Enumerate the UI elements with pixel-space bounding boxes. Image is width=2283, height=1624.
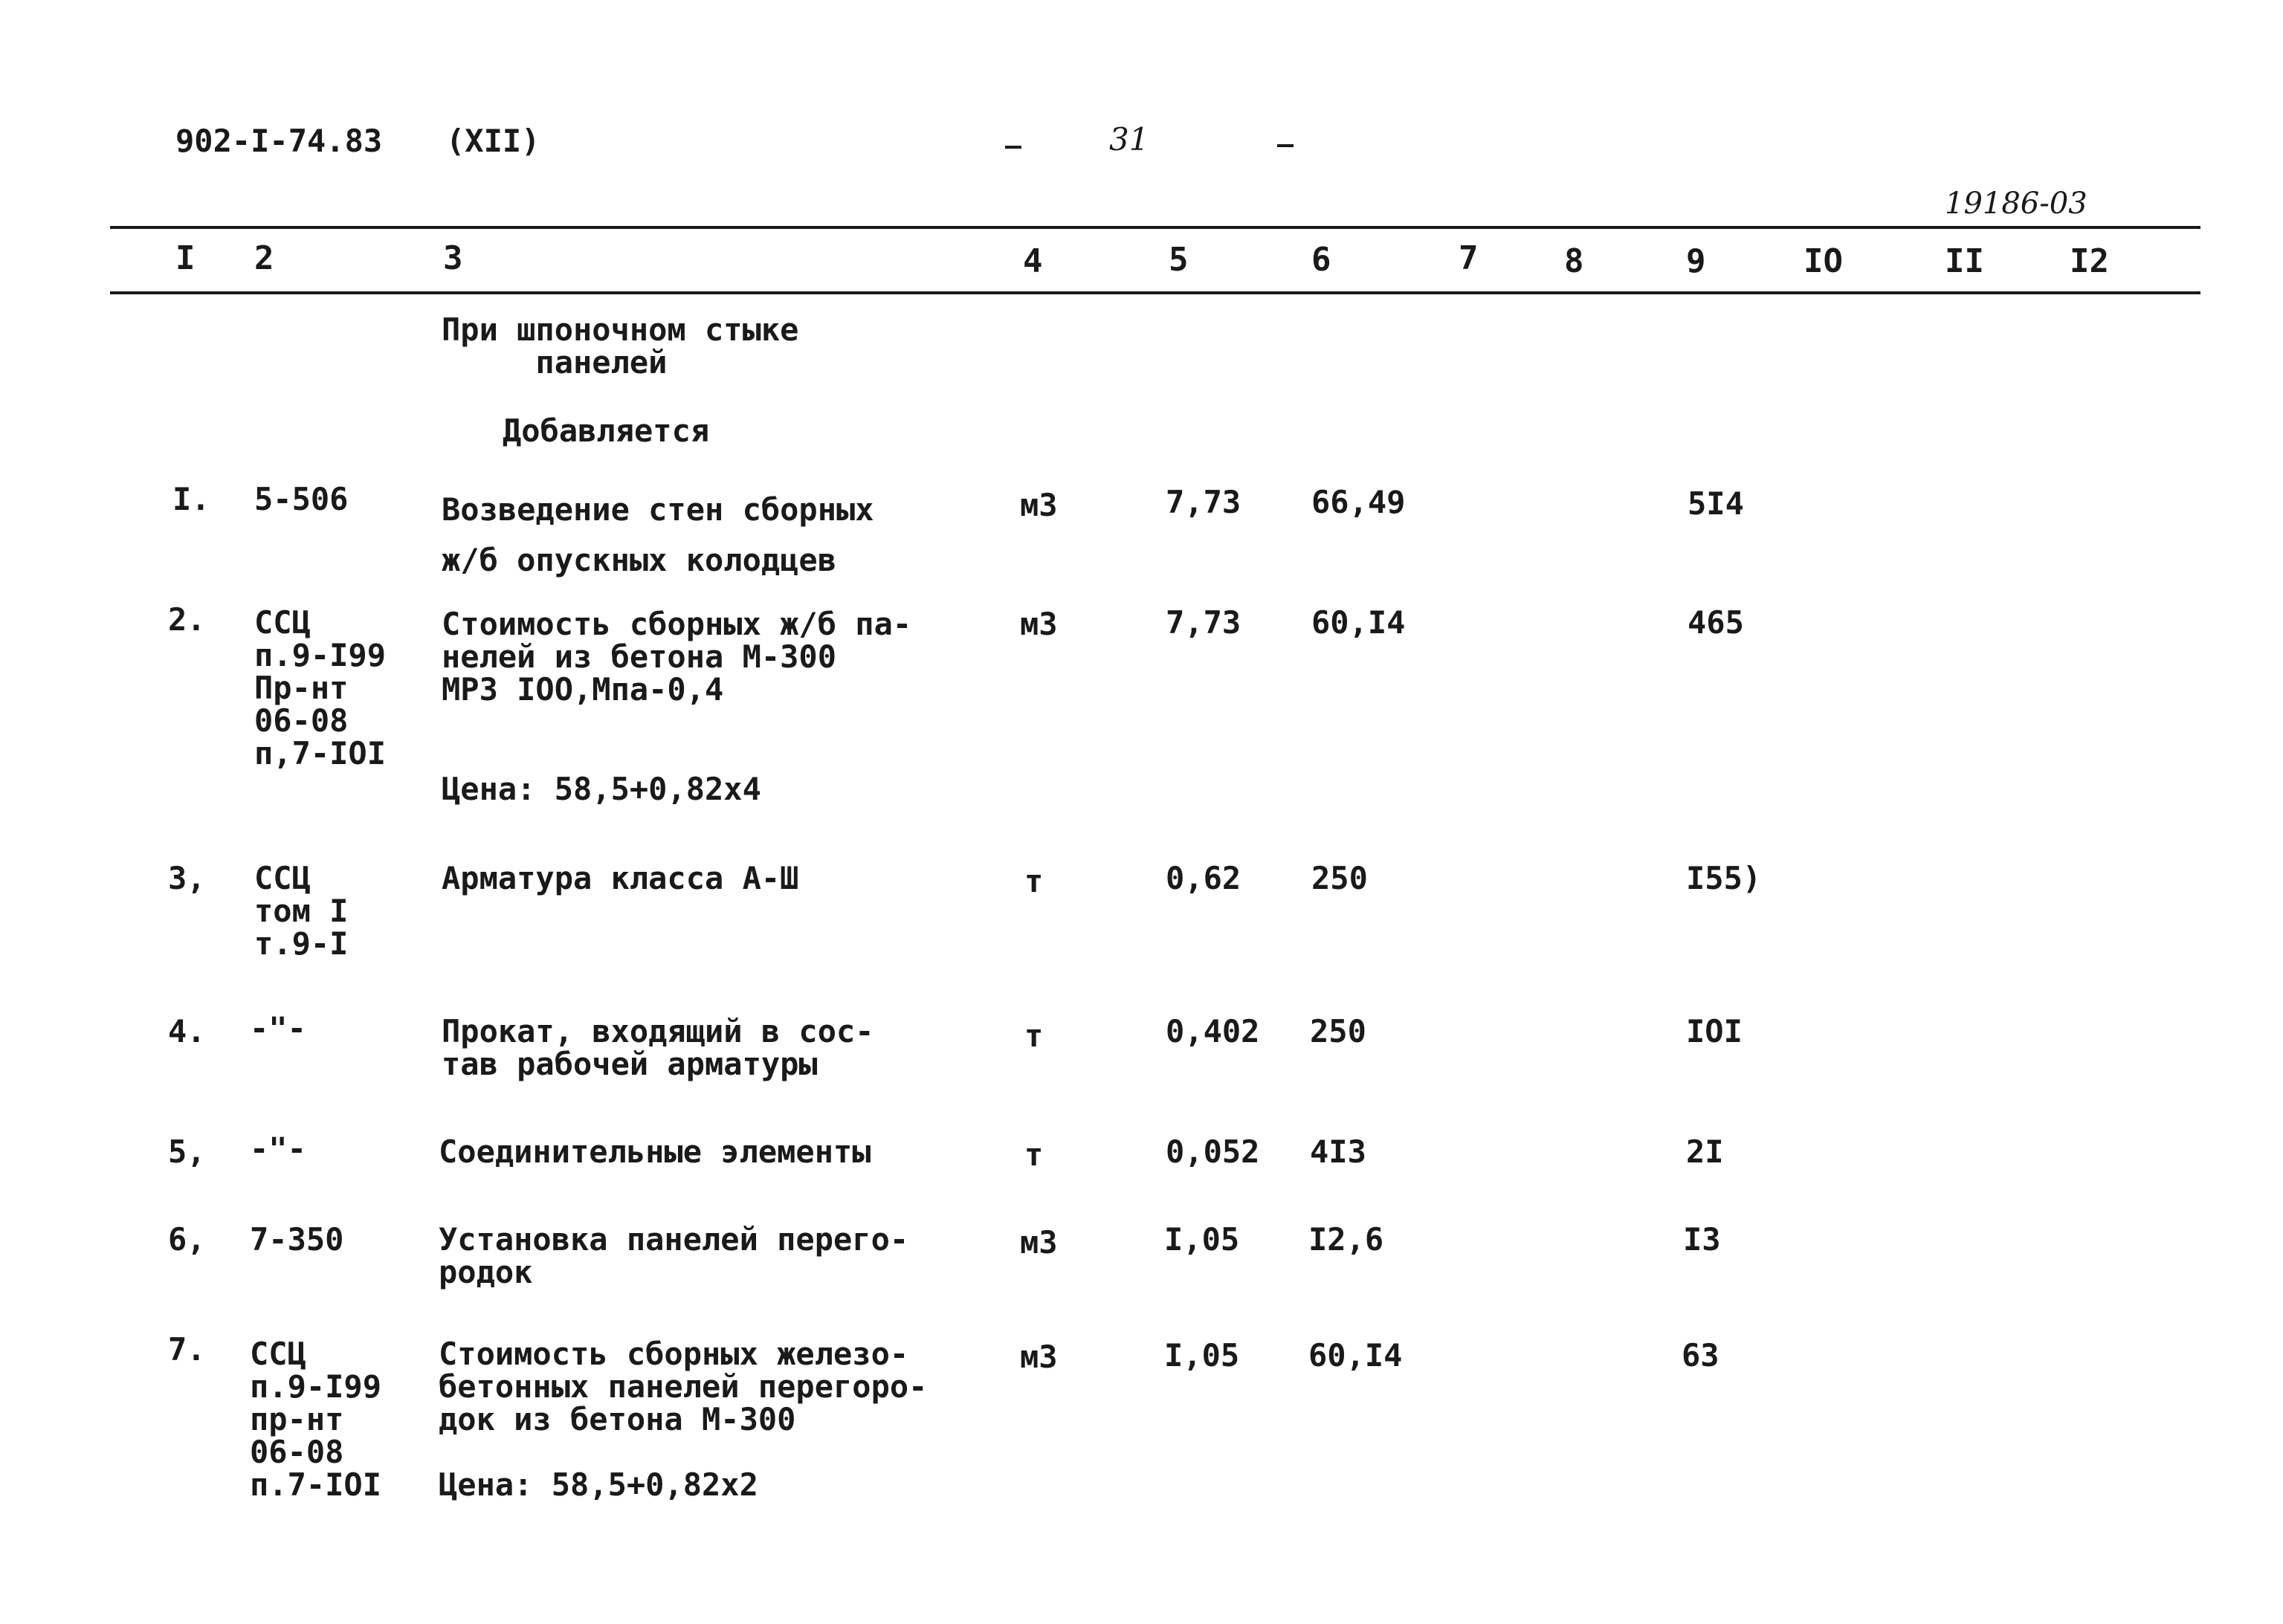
row-price-note: Цена: 58,5+0,82х4 — [442, 771, 761, 807]
row-price: I2,6 — [1308, 1221, 1384, 1258]
row-quantity: 0,052 — [1166, 1133, 1260, 1170]
sheet-reference: 19186-03 — [1945, 187, 2087, 221]
row-number: I. — [172, 481, 210, 517]
table-top-rule — [110, 226, 2200, 229]
section-label: (XII) — [446, 123, 540, 159]
column-number: IO — [1804, 242, 1843, 280]
column-number: 3 — [443, 239, 463, 277]
column-number: 8 — [1564, 242, 1584, 280]
row-number: 6, — [168, 1221, 206, 1258]
row-description: Стоимость сборных железо- бетонных панелей перегоро- док из бетона М-300 — [439, 1336, 928, 1437]
row-quantity: 0,62 — [1166, 860, 1241, 896]
row-price: 60,I4 — [1311, 604, 1406, 641]
page-dash-left — [1005, 146, 1021, 149]
row-price: 4I3 — [1310, 1133, 1366, 1170]
row-price: 250 — [1310, 1013, 1366, 1049]
row-unit: м3 — [1020, 606, 1058, 642]
row-number: 3, — [168, 860, 206, 896]
row-total: IOI — [1686, 1013, 1743, 1049]
column-number: 5 — [1169, 241, 1189, 279]
row-total: I55) — [1686, 860, 1762, 896]
row-description: Стоимость сборных ж/б па- нелей из бетона М-300 МРЗ IOO,Мпа-0,4 — [442, 606, 912, 708]
row-description: Установка панелей перего- родок — [439, 1221, 909, 1290]
row-total: 63 — [1682, 1337, 1719, 1374]
row-code: 5-506 — [254, 481, 349, 517]
table-header-rule — [110, 291, 2200, 294]
row-unit: м3 — [1020, 1224, 1058, 1261]
row-quantity: 0,402 — [1166, 1013, 1260, 1049]
page-number: 31 — [1109, 121, 1149, 158]
row-quantity: 7,73 — [1166, 484, 1241, 520]
column-number: 7 — [1459, 239, 1479, 277]
document-code: 902-I-74.83 — [175, 123, 383, 159]
column-number: 4 — [1023, 242, 1043, 280]
row-description: Арматура класса А-Ш — [442, 860, 799, 896]
row-unit: м3 — [1020, 487, 1058, 523]
row-description: Возведение стен сборных ж/б опускных колодцев — [442, 491, 874, 578]
row-unit: т — [1024, 1018, 1044, 1054]
row-quantity: I,05 — [1164, 1337, 1240, 1374]
column-number: 2 — [254, 239, 274, 277]
row-unit: т — [1024, 863, 1044, 899]
row-code: 7-350 — [250, 1221, 344, 1258]
section-subheading: Добавляется — [503, 413, 710, 449]
row-code: ССЦ п.9-I99 пр-нт 06-08 п.7-IOI — [250, 1336, 382, 1503]
row-code: -"- — [250, 1010, 306, 1046]
row-total: 2I — [1686, 1133, 1724, 1170]
column-number: 9 — [1686, 242, 1706, 280]
page-dash-right — [1277, 144, 1294, 147]
row-unit: т — [1024, 1136, 1044, 1173]
row-number: 7. — [168, 1331, 206, 1368]
row-unit: м3 — [1020, 1339, 1058, 1375]
row-total: 5I4 — [1688, 485, 1744, 522]
column-number: I2 — [2070, 242, 2109, 280]
section-heading: При шпоночном стыке панелей — [442, 311, 799, 381]
column-number: 6 — [1311, 241, 1331, 279]
row-price-note: Цена: 58,5+0,82х2 — [439, 1466, 758, 1503]
row-code: ССЦ п.9-I99 Пр-нт 06-08 п,7-IOI — [254, 604, 387, 771]
row-price: 66,49 — [1311, 484, 1406, 520]
row-number: 5, — [168, 1133, 206, 1170]
row-total: 465 — [1688, 604, 1744, 641]
row-quantity: I,05 — [1164, 1221, 1240, 1258]
row-description: Прокат, входящий в сос- тав рабочей арматуры — [442, 1013, 874, 1082]
row-number: 4. — [168, 1013, 206, 1049]
row-description: Соединительные элементы — [439, 1133, 871, 1170]
row-total: I3 — [1683, 1221, 1721, 1258]
column-number: II — [1945, 242, 1984, 280]
column-number: I — [175, 239, 196, 277]
row-price: 250 — [1311, 860, 1368, 896]
row-code: ССЦ том I т.9-I — [254, 860, 349, 962]
row-code: -"- — [250, 1130, 306, 1167]
row-quantity: 7,73 — [1166, 604, 1241, 641]
row-number: 2. — [168, 601, 206, 638]
row-price: 60,I4 — [1308, 1337, 1403, 1374]
